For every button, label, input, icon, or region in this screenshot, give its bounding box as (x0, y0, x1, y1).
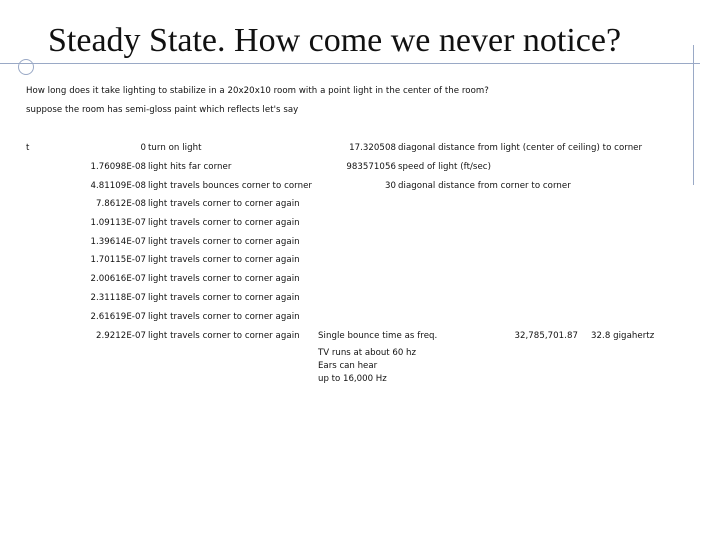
time-description: light travels corner to corner again (148, 237, 300, 247)
time-value: 2.61619E-07 (90, 312, 146, 322)
time-description: light travels corner to corner again (148, 331, 300, 341)
assumption-text: suppose the room has semi-gloss paint which reflects let's say (26, 105, 299, 115)
constant-description: diagonal distance from light (center of ceiling) to corner (398, 143, 643, 153)
time-description: light travels corner to corner again (148, 312, 300, 322)
time-value: 2.31118E-07 (90, 293, 146, 303)
time-value: 1.39614E-07 (90, 237, 146, 247)
time-description: light travels corner to corner again (148, 199, 300, 209)
time-value: 2.9212E-07 (95, 331, 146, 341)
constant-value: 17.320508 (349, 143, 396, 153)
question-text: How long does it take lighting to stabilize in a 20x20x10 room with a point light in the center of the room? (26, 86, 489, 96)
note-line: Ears can hear (318, 361, 378, 371)
bounce-frequency-value: 32,785,701.87 (514, 331, 578, 341)
slide-title: Steady State. How come we never notice? (48, 22, 622, 59)
time-description: light travels corner to corner again (148, 255, 300, 265)
bounce-frequency-ghz: 32.8 gigahertz (591, 331, 655, 341)
time-value: 1.76098E-08 (90, 162, 146, 172)
note-line: up to 16,000 Hz (318, 374, 387, 384)
constant-description: diagonal distance from corner to corner (398, 181, 571, 191)
title-divider-line (0, 63, 700, 64)
time-description: light travels corner to corner again (148, 293, 300, 303)
constant-description: speed of light (ft/sec) (398, 162, 491, 172)
time-description: light hits far corner (148, 162, 232, 172)
bounce-frequency-label: Single bounce time as freq. (318, 331, 438, 341)
time-value: 4.81109E-08 (90, 181, 146, 191)
decorative-circle (18, 59, 34, 75)
time-description: light travels bounces corner to corner (148, 181, 312, 191)
time-value: 1.09113E-07 (90, 218, 146, 228)
time-value: 1.70115E-07 (90, 255, 146, 265)
time-description: light travels corner to corner again (148, 274, 300, 284)
time-value: 0 (140, 143, 146, 153)
time-description: light travels corner to corner again (148, 218, 300, 228)
time-value: 2.00616E-07 (90, 274, 146, 284)
time-description: turn on light (148, 143, 202, 153)
decorative-vertical-line (693, 45, 694, 185)
constant-value: 983571056 (346, 162, 396, 172)
note-line: TV runs at about 60 hz (318, 348, 417, 358)
t-column-label: t (26, 143, 30, 153)
time-value: 7.8612E-08 (95, 199, 146, 209)
constant-value: 30 (384, 181, 396, 191)
